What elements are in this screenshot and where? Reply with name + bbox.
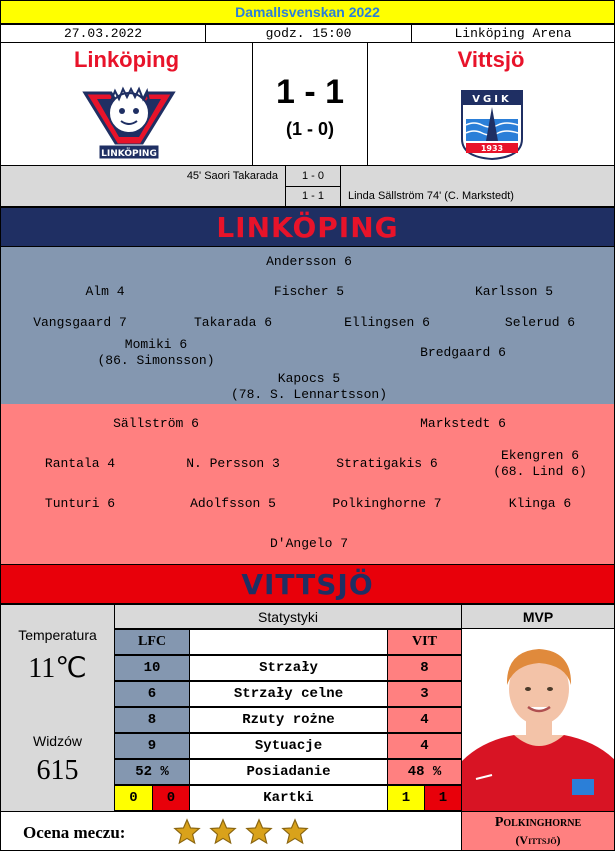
rating-star-icon	[281, 818, 309, 846]
home-team-name: Linköping	[73, 47, 180, 72]
away-team-banner: VITTSJÖ	[0, 564, 615, 604]
temperature-label: Temperatura	[18, 627, 97, 643]
away-logo-text: VGIK	[472, 94, 512, 105]
player: Takarada 6	[193, 315, 273, 330]
stat-label: Posiadanie	[189, 759, 388, 785]
goal-score: 1 - 0	[285, 166, 341, 187]
goal-score: 1 - 1	[285, 186, 341, 207]
player: Rantala 4	[44, 456, 116, 471]
rating-star-icon	[173, 818, 201, 846]
rating-label: Ocena meczu:	[23, 823, 126, 842]
player: Bredgaard 6	[420, 345, 506, 360]
mvp-photo	[461, 628, 615, 812]
goal-row	[1, 186, 615, 206]
stat-label: Rzuty rożne	[189, 707, 388, 733]
player: Klinga 6	[508, 496, 572, 511]
match-time: godz. 15:00	[205, 24, 412, 43]
cards-row	[114, 785, 462, 811]
player: Tunturi 6	[44, 496, 116, 511]
player: Vangsgaard 7	[33, 315, 127, 330]
stat-row	[114, 655, 462, 681]
home-team-box	[0, 42, 253, 166]
player: D'Angelo 7	[269, 536, 349, 551]
stat-row	[114, 759, 462, 785]
final-score: 1 - 1	[275, 73, 345, 111]
player: Polkinghorne 7	[332, 496, 442, 511]
goal-home-scorer: 45' Saori Takarada	[186, 170, 278, 182]
player: Selerud 6	[504, 315, 576, 330]
stat-label: Strzały	[189, 655, 388, 681]
stat-label: Strzały celne	[189, 681, 388, 707]
home-lineup	[0, 247, 615, 404]
stat-away-value: 4	[387, 733, 462, 759]
player: Sällström 6	[113, 416, 199, 431]
player: Andersson 6	[266, 254, 352, 269]
player: Ellingsen 6	[344, 315, 430, 330]
mvp-name: Polkinghorne	[494, 815, 582, 830]
player: Markstedt 6	[420, 416, 506, 431]
cards-label: Kartki	[189, 785, 388, 811]
home-red-cards: 0	[152, 785, 190, 811]
player: Alm 4	[85, 284, 125, 299]
rating-star-icon	[209, 818, 237, 846]
away-abbr: VIT	[387, 629, 462, 655]
linkoping-logo-icon	[81, 85, 177, 163]
home-logo-text: LINKÖPING	[101, 149, 157, 159]
home-team-banner: LINKÖPING	[0, 207, 615, 247]
home-yellow-cards: 0	[114, 785, 153, 811]
stats-header-row	[114, 629, 462, 655]
stat-away-value: 4	[387, 707, 462, 733]
away-team-box	[367, 42, 615, 166]
away-red-cards: 1	[424, 785, 462, 811]
stat-home-value: 8	[114, 707, 190, 733]
league-title: Damallsvenskan 2022	[0, 0, 615, 24]
match-date: 27.03.2022	[0, 24, 206, 43]
stat-home-value: 52 %	[114, 759, 190, 785]
player: Kapocs 5 (78. S. Lennartsson)	[230, 371, 388, 402]
home-abbr: LFC	[114, 629, 190, 655]
mvp-team: (Vittsjö)	[515, 833, 561, 847]
stat-home-value: 10	[114, 655, 190, 681]
player: Adolfsson 5	[190, 496, 276, 511]
goals-list	[0, 165, 615, 207]
attendance-label: Widzów	[32, 733, 82, 749]
player: Momiki 6 (86. Simonsson)	[97, 337, 215, 368]
stat-row	[114, 681, 462, 707]
stat-label: Sytuacje	[189, 733, 388, 759]
player: Stratigakis 6	[336, 456, 438, 471]
away-yellow-cards: 1	[387, 785, 425, 811]
away-team-name: Vittsjö	[457, 47, 525, 72]
stats-title: Statystyki	[114, 604, 462, 629]
halftime-score: (1 - 0)	[285, 119, 334, 139]
stat-home-value: 6	[114, 681, 190, 707]
goal-away-scorer: Linda Sällström 74' (C. Markstedt)	[348, 190, 514, 202]
stat-home-value: 9	[114, 733, 190, 759]
stats-header-blank	[189, 629, 388, 655]
away-logo-year: 1933	[480, 144, 504, 153]
match-rating	[0, 811, 462, 851]
score-box	[252, 42, 368, 166]
attendance-value: 615	[36, 755, 79, 786]
player-portrait-icon	[462, 629, 615, 812]
stat-away-value: 48 %	[387, 759, 462, 785]
mvp-name-box	[461, 811, 615, 851]
rating-star-icon	[245, 818, 273, 846]
player: Ekengren 6 (68. Lind 6)	[493, 448, 587, 479]
temperature-value: 11℃	[28, 653, 87, 684]
vittsjo-logo-icon	[460, 89, 524, 161]
mvp-title: MVP	[461, 604, 615, 629]
player: Karlsson 5	[474, 284, 554, 299]
player: N. Persson 3	[186, 456, 280, 471]
stat-row	[114, 733, 462, 759]
stat-row	[114, 707, 462, 733]
player: Fischer 5	[273, 284, 345, 299]
away-lineup	[0, 404, 615, 564]
stat-away-value: 8	[387, 655, 462, 681]
match-venue: Linköping Arena	[411, 24, 615, 43]
goal-row	[1, 166, 615, 186]
stat-away-value: 3	[387, 681, 462, 707]
match-info-panel	[0, 604, 115, 812]
